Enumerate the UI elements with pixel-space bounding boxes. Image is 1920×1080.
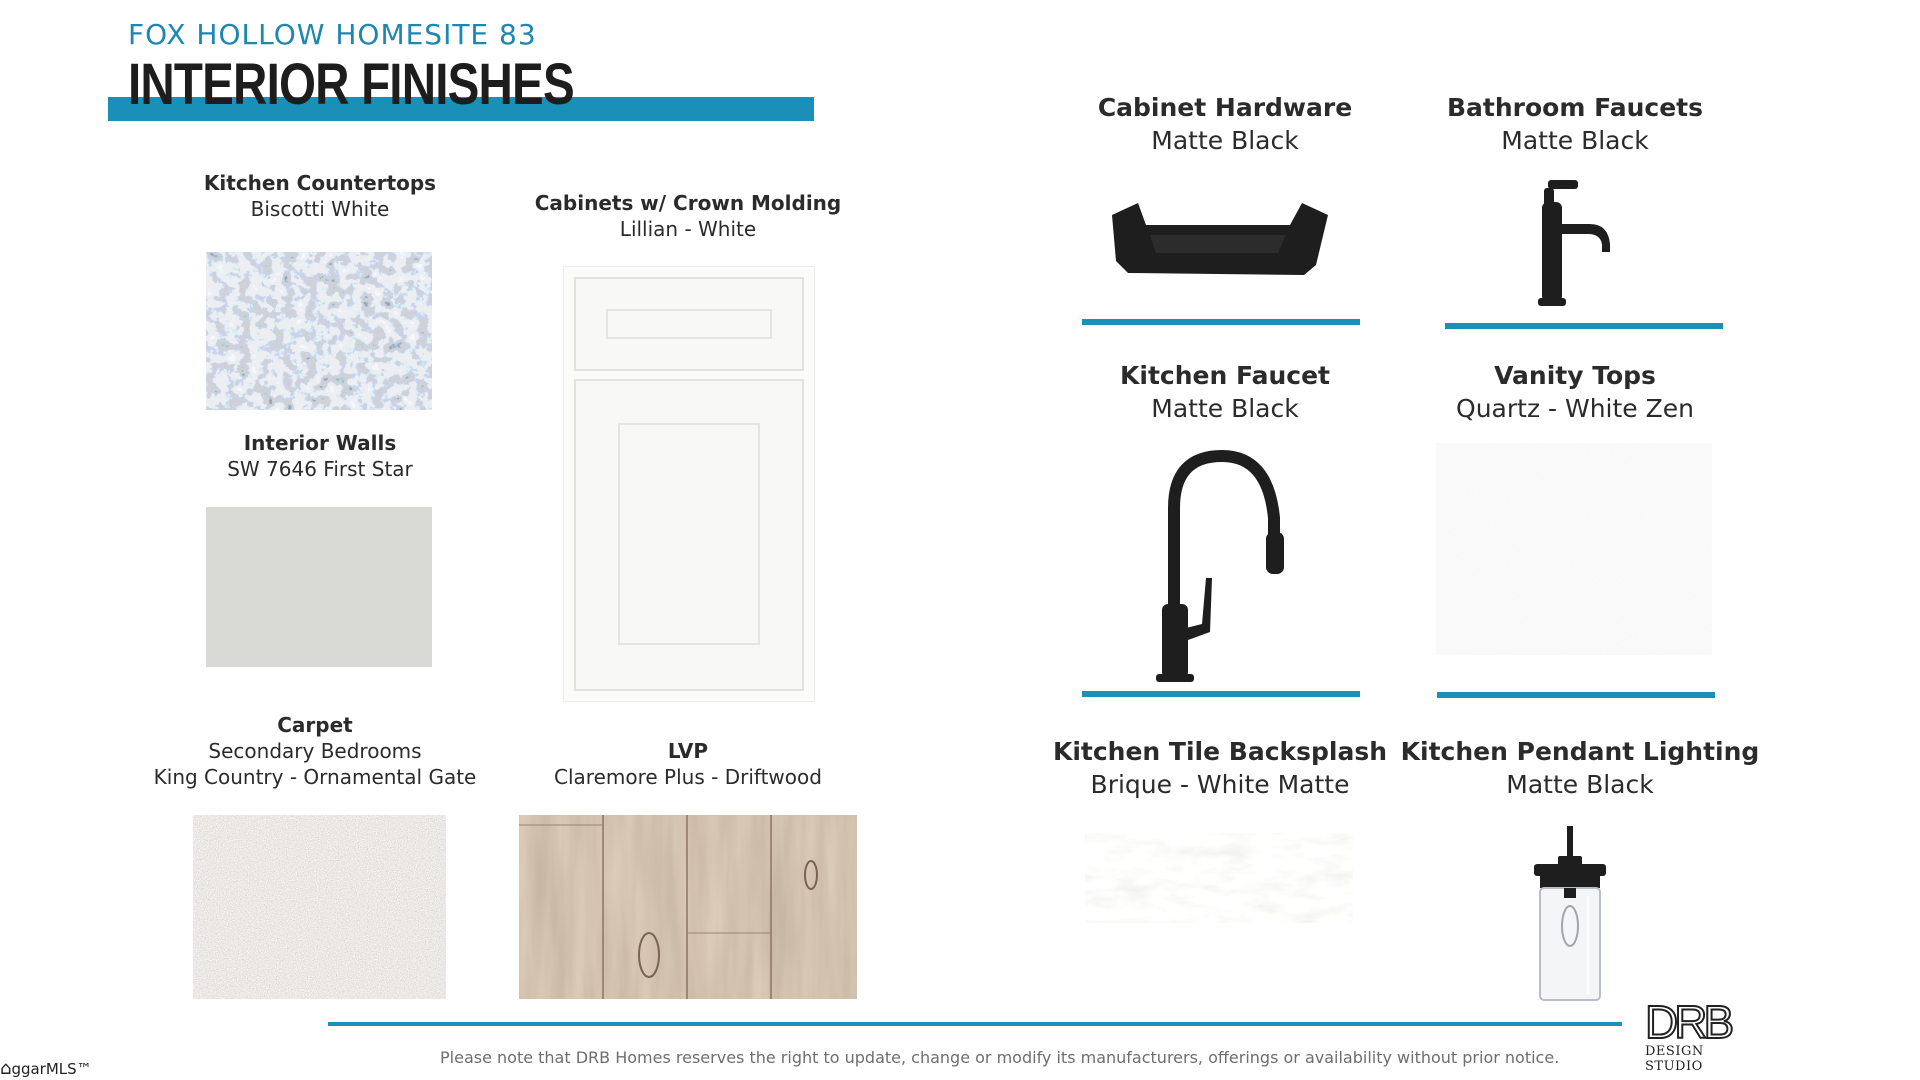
page-title: INTERIOR FINISHES: [128, 52, 574, 117]
lvp-label: [520, 738, 856, 790]
bathroom-faucet-icon: [1520, 172, 1630, 312]
vanity-tops-title: Vanity Tops: [1494, 361, 1656, 390]
mls-watermark: [0, 1058, 92, 1079]
kitchen-faucet-icon: [1150, 448, 1300, 684]
bathroom-faucets-sub: Matte Black: [1501, 125, 1649, 155]
granite-swatch-image: [206, 252, 432, 410]
footer-divider: [328, 1022, 1622, 1026]
cabinet-hardware-underline: [1082, 319, 1360, 325]
vanity-tops-label: [1400, 360, 1750, 425]
kitchen-faucet-sub: Matte Black: [1151, 393, 1299, 423]
cabinet-pull-icon: [1090, 195, 1350, 285]
pendant-light-icon: [1528, 826, 1612, 1006]
vanity-tops-sub: Quartz - White Zen: [1456, 393, 1694, 423]
brick-tile-swatch-image: [1085, 833, 1353, 923]
lvp-sub: Claremore Plus - Driftwood: [554, 765, 822, 789]
kitchen-faucet-label: [1050, 360, 1400, 425]
cabinets-title: Cabinets w/ Crown Molding: [534, 191, 842, 215]
drb-design-studio-logo: [1645, 1000, 1755, 1074]
cabinet-door-image: [563, 266, 815, 702]
carpet-label: [130, 712, 500, 790]
carpet-title: Carpet: [277, 713, 353, 737]
mls-text: ggarMLS™: [11, 1060, 92, 1078]
logo-subtitle: DESIGN STUDIO: [1645, 1044, 1704, 1074]
svg-text:DRB: DRB: [1645, 1000, 1731, 1044]
cabinet-hardware-title: Cabinet Hardware: [1097, 93, 1353, 122]
carpet-sub: Secondary Bedrooms: [208, 739, 422, 763]
carpet-sub2: King Country - Ornamental Gate: [153, 765, 477, 789]
kitchen-countertops-label: [170, 170, 470, 222]
interior-walls-title: Interior Walls: [243, 431, 397, 455]
pendant-lighting-sub: Matte Black: [1506, 769, 1654, 799]
kitchen-backsplash-label: [1040, 736, 1400, 801]
project-subtitle: FOX HOLLOW HOMESITE 83: [128, 18, 537, 51]
lvp-title: LVP: [667, 739, 709, 763]
kitchen-backsplash-title: Kitchen Tile Backsplash: [1052, 737, 1388, 766]
kitchen-backsplash-sub: Brique - White Matte: [1090, 769, 1350, 799]
house-icon: ⌂: [0, 1058, 12, 1079]
kitchen-countertops-title: Kitchen Countertops: [203, 171, 437, 195]
kitchen-faucet-underline: [1082, 691, 1360, 697]
lvp-wood-swatch-image: [519, 815, 857, 999]
bathroom-faucets-title: Bathroom Faucets: [1447, 93, 1703, 122]
interior-walls-sub: SW 7646 First Star: [227, 457, 413, 481]
pendant-lighting-label: [1400, 736, 1760, 801]
interior-walls-label: [170, 430, 470, 482]
drb-logo-mark: [1645, 1000, 1749, 1044]
kitchen-faucet-title: Kitchen Faucet: [1120, 361, 1330, 390]
bathroom-faucets-label: [1400, 92, 1750, 157]
pendant-lighting-title: Kitchen Pendant Lighting: [1400, 737, 1760, 766]
cabinets-sub: Lillian - White: [619, 217, 757, 241]
bathroom-faucets-underline: [1445, 323, 1723, 329]
kitchen-countertops-sub: Biscotti White: [250, 197, 390, 221]
cabinets-label: [520, 190, 856, 242]
paint-swatch: [206, 507, 432, 667]
vanity-tops-underline: [1437, 692, 1715, 698]
cabinet-hardware-label: [1050, 92, 1400, 157]
cabinet-hardware-sub: Matte Black: [1151, 125, 1299, 155]
disclaimer-text: Please note that DRB Homes reserves the right to update, change or modify its manufacturers, offerings or availability without prior notice.: [440, 1048, 1560, 1067]
carpet-swatch-image: [193, 815, 446, 999]
quartz-swatch-image: [1436, 443, 1712, 655]
